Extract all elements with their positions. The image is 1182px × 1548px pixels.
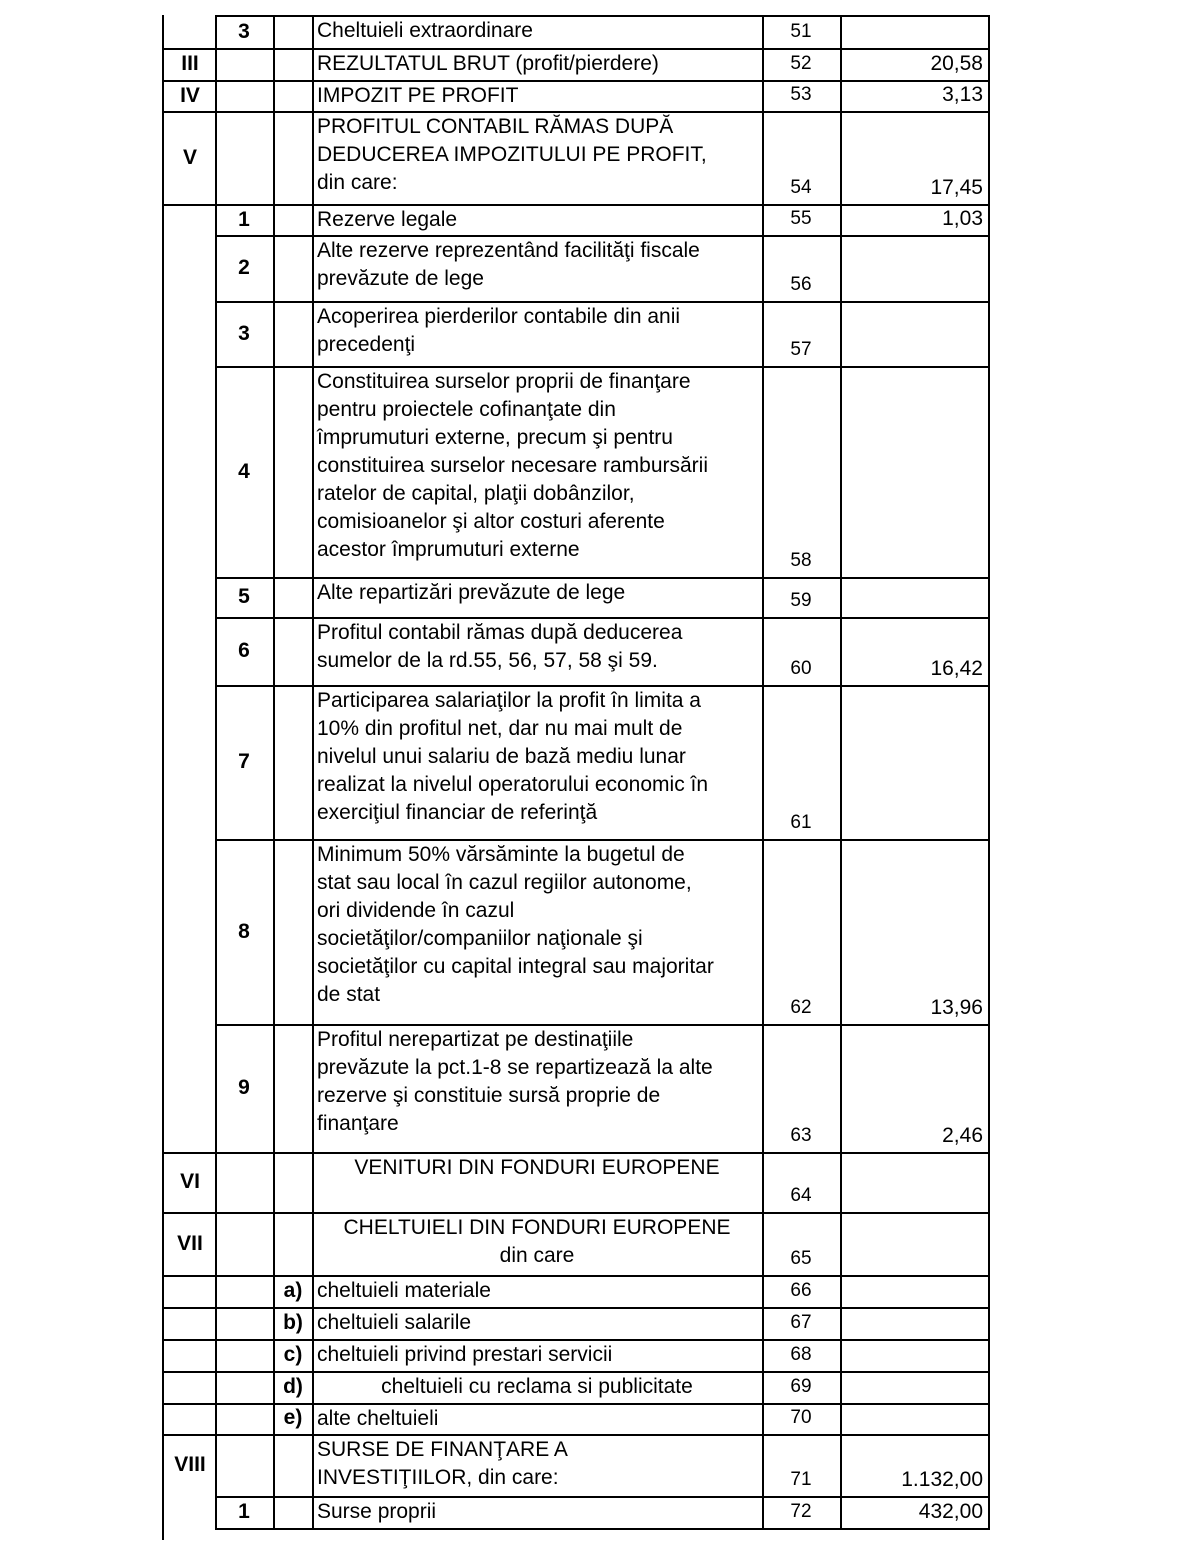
row-value: 13,96: [930, 996, 983, 1019]
row-description: Surse proprii: [317, 1500, 437, 1523]
row-description: Cheltuieli extraordinare: [317, 19, 533, 42]
row-description: rezerve şi constituie sursă proprie de: [317, 1084, 661, 1107]
row-description: alte cheltuieli: [317, 1407, 439, 1430]
row-description: Constituirea surselor proprii de finanţare: [317, 370, 691, 393]
row-code: 51: [790, 21, 812, 42]
row-code: 68: [790, 1344, 812, 1365]
row-number: 1: [238, 1500, 250, 1523]
row-number: 8: [238, 919, 250, 943]
column-rule: [840, 15, 842, 1530]
row-code: 71: [790, 1469, 812, 1490]
row-description: Acoperirea pierderilor contabile din anii: [317, 305, 681, 328]
row-description: exerciţiul financiar de referinţă: [317, 801, 598, 824]
row-code: 53: [790, 84, 812, 105]
row-value: 17,45: [930, 176, 983, 199]
row-description: cheltuieli cu reclama si publicitate: [381, 1375, 693, 1398]
row-description: DEDUCEREA IMPOZITULUI PE PROFIT,: [317, 143, 707, 166]
row-code: 72: [790, 1501, 812, 1522]
row-value: 432,00: [918, 1500, 983, 1523]
roman-numeral: VI: [180, 1170, 200, 1193]
roman-numeral: III: [181, 52, 199, 75]
row-code: 67: [790, 1312, 812, 1333]
row-code: 60: [790, 658, 812, 679]
row-code: 69: [790, 1376, 812, 1397]
row-number: 6: [238, 639, 250, 662]
sub-letter: d): [283, 1375, 303, 1398]
row-description: ratelor de capital, plaţii dobânzilor,: [317, 482, 635, 505]
sub-letter: e): [283, 1406, 303, 1429]
row-description: societăţilor/companiilor naţionale şi: [317, 927, 643, 950]
row-number: 9: [238, 1076, 250, 1099]
row-description: INVESTIŢIILOR, din care:: [317, 1466, 559, 1489]
row-description: comisioanelor şi altor costuri aferente: [317, 510, 665, 533]
row-description: cheltuieli salarile: [317, 1311, 472, 1334]
row-description: prevăzute de lege: [317, 267, 484, 290]
row-number: 7: [238, 750, 250, 773]
table-left-rule: [162, 15, 164, 1540]
row-description: cheltuieli materiale: [317, 1279, 491, 1302]
row-description: societăţilor cu capital integral sau majoritar: [317, 955, 714, 978]
row-code: 61: [790, 812, 812, 833]
row-description: IMPOZIT PE PROFIT: [317, 84, 519, 107]
row-number: 5: [238, 585, 250, 608]
roman-numeral: IV: [180, 83, 200, 107]
row-description: Participarea salariaţilor la profit în limita a: [317, 689, 701, 712]
row-value: 1.132,00: [901, 1468, 983, 1491]
row-description: realizat la nivelul operatorului economic în: [317, 773, 709, 796]
row-description: PROFITUL CONTABIL RĂMAS DUPĂ: [317, 115, 674, 138]
row-description: sumelor de la rd.55, 56, 57, 58 şi 59.: [317, 649, 658, 672]
row-value: 1,03: [942, 207, 983, 230]
row-description: din care:: [317, 171, 398, 194]
row-description: prevăzute la pct.1-8 se repartizează la alte: [317, 1056, 713, 1079]
row-code: 52: [790, 53, 812, 74]
row-code: 64: [790, 1185, 812, 1206]
row-code: 65: [790, 1248, 812, 1269]
row-description: cheltuieli privind prestari servicii: [317, 1343, 613, 1366]
column-rule: [988, 15, 990, 1530]
row-value: 3,13: [942, 83, 983, 106]
row-code: 66: [790, 1280, 812, 1301]
row-description: CHELTUIELI DIN FONDURI EUROPENE: [343, 1216, 731, 1239]
row-description: Minimum 50% vărsăminte la bugetul de: [317, 843, 685, 866]
row-value: 16,42: [930, 657, 983, 680]
row-description: constituirea surselor necesare rambursării: [317, 454, 708, 477]
row-description: din care: [499, 1244, 575, 1267]
roman-numeral: V: [182, 145, 197, 169]
row-code: 58: [790, 550, 812, 571]
row-description: acestor împrumuturi externe: [317, 538, 580, 561]
row-code: 55: [790, 208, 812, 229]
row-description: ori dividende în cazul: [317, 899, 515, 922]
row-value: 2,46: [942, 1124, 983, 1147]
row-description: de stat: [317, 983, 381, 1006]
row-number: 2: [238, 256, 250, 279]
row-code: 59: [790, 590, 812, 611]
row-description: nivelul unui salariu de bază mediu lunar: [317, 745, 686, 768]
row-description: împrumuturi externe, precum şi pentru: [317, 426, 673, 449]
row-number: 3: [238, 321, 250, 345]
row-description: SURSE DE FINANŢARE A: [317, 1438, 568, 1461]
row-description: Alte repartizări prevăzute de lege: [317, 581, 626, 604]
row-description: Alte rezerve reprezentând facilităţi fiscale: [317, 239, 700, 262]
row-description: stat sau local în cazul regiilor autonome,: [317, 871, 692, 894]
row-description: VENITURI DIN FONDURI EUROPENE: [354, 1156, 720, 1179]
row-description: Profitul contabil rămas după deducerea: [317, 621, 683, 644]
column-rule: [312, 15, 314, 1530]
row-code: 62: [790, 997, 812, 1018]
roman-numeral: VIII: [174, 1453, 206, 1476]
row-number: 1: [238, 207, 250, 231]
row-code: 56: [790, 274, 812, 295]
row-description: Rezerve legale: [317, 208, 458, 231]
sub-letter: a): [283, 1279, 303, 1302]
row-code: 70: [790, 1407, 812, 1428]
row-code: 57: [790, 339, 812, 360]
row-description: 10% din profitul net, dar nu mai mult de: [317, 717, 683, 740]
sub-letter: c): [283, 1343, 303, 1366]
row-description: finanţare: [317, 1112, 399, 1135]
row-code: 54: [790, 177, 812, 198]
row-description: Profitul nerepartizat pe destinaţiile: [317, 1028, 634, 1051]
row-description: pentru proiectele cofinanţate din: [317, 398, 616, 421]
roman-numeral: VII: [177, 1231, 203, 1255]
row-rule: [162, 1434, 990, 1436]
row-description: precedenţi: [317, 333, 416, 356]
row-rule: [215, 1528, 990, 1530]
row-number: 3: [238, 19, 250, 43]
row-value: 20,58: [930, 52, 983, 75]
row-number: 4: [238, 459, 250, 483]
row-description: REZULTATUL BRUT (profit/pierdere): [317, 52, 659, 75]
sub-letter: b): [283, 1311, 303, 1334]
row-code: 63: [790, 1125, 812, 1146]
